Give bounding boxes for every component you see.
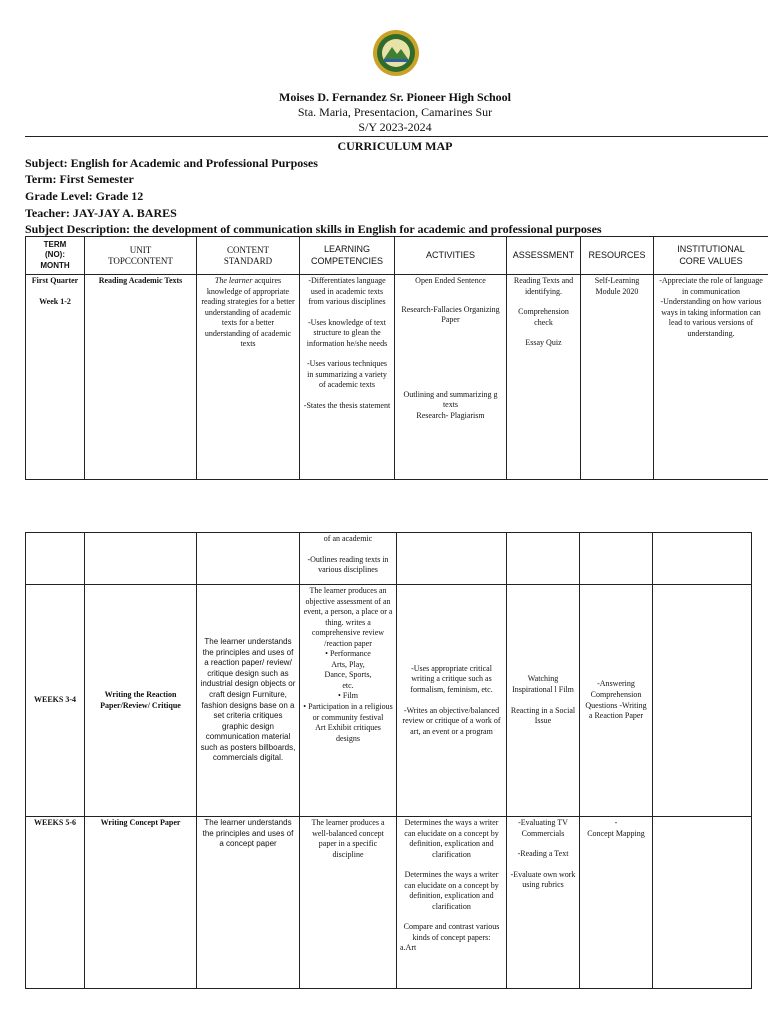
spacer bbox=[398, 326, 503, 390]
spacer bbox=[510, 839, 576, 849]
school-name: Moises D. Fernandez Sr. Pioneer High School bbox=[279, 90, 511, 104]
row3-assess-2: -Reading a Text bbox=[517, 849, 569, 859]
row2-comp-3: Arts, Play, bbox=[331, 659, 365, 669]
row1-standard bbox=[197, 275, 300, 480]
row1-act-2: Research-Fallacies Organizing Paper bbox=[401, 304, 500, 325]
row2-assessment bbox=[507, 585, 580, 817]
table-row bbox=[26, 533, 752, 585]
col-resources: RESOURCES bbox=[581, 237, 654, 275]
row1-standard-em: The learner bbox=[214, 276, 253, 285]
row1-act-4: Research- Plagiarism bbox=[416, 410, 485, 420]
curriculum-table-page2 bbox=[25, 532, 752, 989]
row3-competencies: The learner produces a well-balanced concept paper in a specific discipline bbox=[300, 817, 397, 989]
school-year: S/Y 2023-2024 bbox=[358, 120, 432, 134]
col-learning-competencies bbox=[300, 237, 395, 275]
row2-comp-4: Dance, Sports, bbox=[324, 670, 372, 680]
row1-comp-4: -States the thesis statement bbox=[303, 400, 391, 410]
col-content-standard bbox=[197, 237, 300, 275]
school-seal-logo bbox=[372, 29, 420, 77]
col-term-3: MONTH bbox=[40, 260, 70, 270]
row3-resources-2: Concept Mapping bbox=[587, 828, 645, 838]
row1-term-b: Week 1-2 bbox=[39, 296, 71, 306]
col-assessment: ASSESSMENT bbox=[507, 237, 581, 275]
spacer bbox=[303, 545, 393, 555]
row3-values bbox=[653, 817, 752, 989]
teacher-line: Teacher: JAY-JAY A. BARES bbox=[25, 206, 177, 220]
row3-activities bbox=[397, 817, 507, 989]
spacer bbox=[510, 328, 577, 338]
cont-comp-2: -Outlines reading texts in various disciplines bbox=[307, 554, 389, 575]
row2-comp-1: The learner produces an objective assessment of an event, a person, a place or a thing. writes a comprehensive review /reaction paper bbox=[303, 586, 393, 648]
cont-activities bbox=[397, 533, 507, 585]
row2-standard: The learner understands the principles and uses of a reaction paper/ review/ critique design such as industrial design objects or craft design Furniture, fashion designs base on a set criteria critiques graphic design communication material such as posters billboards, commercials digital. bbox=[197, 585, 300, 817]
row3-act-4: a.Art bbox=[400, 943, 417, 953]
col-unit-2: TOPCCONTENT bbox=[108, 255, 173, 266]
row3-act-2: Determines the ways a writer can elucidate on a concept by definition, explication and clarification bbox=[404, 870, 499, 911]
col-term-1: TERM bbox=[43, 239, 67, 249]
row2-competencies bbox=[300, 585, 397, 817]
subject-line: Subject: English for Academic and Professional Purposes bbox=[25, 156, 318, 170]
spacer bbox=[303, 349, 391, 359]
row3-act-3: Compare and contrast various kinds of concept papers: bbox=[403, 922, 500, 942]
row2-assess-2: Reacting in a Social Issue bbox=[510, 705, 576, 726]
cont-standard bbox=[197, 533, 300, 585]
row3-resources-1: - bbox=[614, 818, 618, 827]
row2-comp-2: • Performance bbox=[325, 649, 371, 659]
spacer bbox=[510, 696, 576, 706]
row1-comp-2: -Uses knowledge of text structure to glean the information he/she needs bbox=[306, 317, 388, 348]
col-activities: ACTIVITIES bbox=[395, 237, 507, 275]
row2-comp-7: • Participation in a religious or community festival bbox=[303, 702, 393, 722]
row1-assess-2: Comprehension check bbox=[518, 307, 569, 327]
row3-term: WEEKS 5-6 bbox=[26, 817, 85, 989]
spacer bbox=[400, 696, 503, 706]
col-term-2: (NO): bbox=[45, 250, 65, 260]
spacer bbox=[510, 297, 577, 307]
cont-assessment bbox=[507, 533, 580, 585]
row1-assessment bbox=[507, 275, 581, 480]
row3-resources bbox=[580, 817, 653, 989]
cont-comp-1: of an academic bbox=[323, 534, 373, 543]
spacer bbox=[303, 391, 391, 401]
row3-unit: Writing Concept Paper bbox=[85, 817, 197, 989]
row1-unit: Reading Academic Texts bbox=[85, 275, 197, 480]
row2-act-1: -Uses appropriate critical writing a critique such as formalism, feminism, etc. bbox=[410, 663, 493, 694]
row1-activities bbox=[395, 275, 507, 480]
col-core-values bbox=[654, 237, 768, 275]
col-values-2: CORE VALUES bbox=[679, 255, 743, 266]
row1-comp-1: -Differentiates language used in academic texts from various disciplines bbox=[308, 276, 386, 307]
row2-comp-5: etc. bbox=[342, 680, 354, 690]
spacer bbox=[398, 287, 503, 305]
spacer bbox=[400, 912, 503, 922]
grade-line: Grade Level: Grade 12 bbox=[25, 189, 144, 203]
cont-term bbox=[26, 533, 85, 585]
row1-term-a: First Quarter bbox=[31, 276, 79, 285]
row1-values-1: -Appreciate the role of language in communication bbox=[659, 276, 763, 296]
table-row bbox=[26, 585, 752, 817]
description-line: Subject Description: the development of communication skills in English for academic and professional purposes bbox=[25, 222, 602, 236]
row1-act-1: Open Ended Sentence bbox=[415, 276, 486, 285]
cont-competencies bbox=[300, 533, 397, 585]
cont-values bbox=[653, 533, 752, 585]
row1-values-2: -Understanding on how various ways in taking information can lead to various versions of understanding. bbox=[660, 297, 762, 338]
row2-assess-1: Watching Inspirational l Film bbox=[512, 674, 574, 694]
table-row bbox=[26, 275, 768, 480]
row3-assess-3: -Evaluate own work using rubrics bbox=[510, 869, 576, 890]
header-divider bbox=[25, 136, 768, 137]
row2-comp-8: Art Exhibit critiques designs bbox=[315, 723, 381, 743]
col-learning-2: COMPETENCIES bbox=[310, 255, 383, 266]
row2-act-2: -Writes an objective/balanced review or critique of a work of art, an event or a program bbox=[402, 705, 501, 736]
row3-assess-1: -Evaluating TV Commercials bbox=[518, 818, 568, 838]
row1-assess-3: Essay Quiz bbox=[525, 338, 562, 348]
row1-term bbox=[26, 275, 85, 480]
row1-values bbox=[654, 275, 768, 480]
col-content-2: STANDARD bbox=[223, 255, 273, 266]
row1-competencies bbox=[300, 275, 395, 480]
col-content-1: CONTENT bbox=[227, 245, 269, 256]
cont-resources bbox=[580, 533, 653, 585]
row2-values bbox=[653, 585, 752, 817]
col-unit bbox=[85, 237, 197, 275]
col-unit-1: UNIT bbox=[129, 245, 152, 256]
row3-act-1: Determines the ways a writer can elucidate on a concept by definition, explication and clarification bbox=[404, 818, 499, 859]
col-values-1: INSTITUTIONAL bbox=[677, 243, 745, 254]
row2-comp-6: • Film bbox=[338, 691, 358, 701]
row1-standard-rest: acquires knowledge of appropriate reading strategies for a better understanding of academic texts for a better understanding of academic texts bbox=[201, 276, 295, 349]
row2-unit: Writing the Reaction Paper/Review/ Critique bbox=[85, 585, 197, 817]
row1-comp-3: -Uses various techniques in summarizing a variety of academic texts bbox=[307, 359, 387, 390]
row3-assessment bbox=[507, 817, 580, 989]
spacer bbox=[400, 860, 503, 870]
row3-standard: The learner understands the principles and uses of a concept paper bbox=[197, 817, 300, 989]
row2-resources: -Answering Comprehension Questions -Writing a Reaction Paper bbox=[580, 585, 653, 817]
term-line: Term: First Semester bbox=[25, 172, 134, 186]
spacer bbox=[510, 860, 576, 870]
curriculum-table-page1 bbox=[25, 236, 768, 480]
row2-activities bbox=[397, 585, 507, 817]
row1-resources: Self-Learning Module 2020 bbox=[581, 275, 654, 480]
row1-assess-1: Reading Texts and identifying. bbox=[513, 276, 574, 296]
cont-unit bbox=[85, 533, 197, 585]
row1-act-3: Outlining and summarizing g texts bbox=[403, 389, 498, 410]
spacer bbox=[29, 287, 81, 297]
spacer bbox=[303, 308, 391, 318]
row2-term: WEEKS 3-4 bbox=[26, 585, 85, 817]
col-learning-1: LEARNING bbox=[323, 243, 370, 254]
col-term bbox=[26, 237, 85, 275]
table-header-row bbox=[26, 237, 768, 275]
table-row bbox=[26, 817, 752, 989]
document-title: CURRICULUM MAP bbox=[337, 139, 453, 153]
school-address: Sta. Maria, Presentacion, Camarines Sur bbox=[297, 105, 493, 119]
